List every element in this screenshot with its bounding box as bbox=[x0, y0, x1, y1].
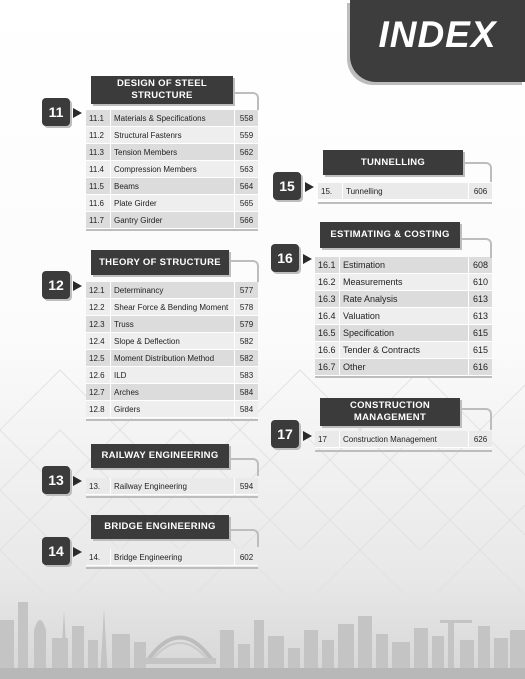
section-16-title-line-1: ESTIMATING & COSTING bbox=[330, 229, 450, 241]
item-title: Valuation bbox=[339, 308, 468, 324]
list-item[interactable] bbox=[86, 333, 258, 350]
item-number: 12.1 bbox=[89, 285, 105, 295]
list-item[interactable] bbox=[86, 478, 258, 495]
item-title: Construction Management bbox=[339, 431, 468, 447]
list-item[interactable] bbox=[86, 282, 258, 299]
item-number: 12.3 bbox=[89, 319, 105, 329]
item-page: 566 bbox=[234, 212, 258, 228]
item-page: 584 bbox=[234, 384, 258, 400]
section-14-underline bbox=[86, 567, 258, 569]
item-number: 15. bbox=[321, 186, 333, 196]
item-page: 564 bbox=[234, 178, 258, 194]
item-title: Specification bbox=[339, 325, 468, 341]
section-12-underline bbox=[86, 419, 258, 421]
item-number: 16.3 bbox=[318, 294, 336, 304]
list-item[interactable] bbox=[86, 299, 258, 316]
list-item[interactable] bbox=[86, 144, 258, 161]
section-11-number: 11 bbox=[42, 98, 70, 126]
list-item[interactable] bbox=[86, 212, 258, 229]
section-13-number: 13 bbox=[42, 466, 70, 494]
item-page: 563 bbox=[234, 161, 258, 177]
item-page: 582 bbox=[234, 350, 258, 366]
section-17-title-line-2: MANAGEMENT bbox=[353, 412, 427, 423]
item-title: Determinancy bbox=[110, 282, 234, 298]
item-page: 579 bbox=[234, 316, 258, 332]
item-page: 613 bbox=[468, 308, 492, 324]
item-number: 11.1 bbox=[89, 113, 104, 123]
item-title: Slope & Deflection bbox=[110, 333, 234, 349]
section-15-title-line-1: TUNNELLING bbox=[360, 156, 426, 168]
list-item[interactable] bbox=[315, 257, 492, 274]
item-number: 12.8 bbox=[89, 404, 105, 414]
list-item[interactable] bbox=[86, 350, 258, 367]
section-12-title bbox=[91, 250, 229, 275]
item-number: 12.4 bbox=[89, 336, 105, 346]
item-page: 616 bbox=[468, 359, 492, 375]
item-number: 11.3 bbox=[89, 147, 104, 157]
item-page: 610 bbox=[468, 274, 492, 290]
item-title: Plate Girder bbox=[110, 195, 234, 211]
item-number: 16.6 bbox=[318, 345, 336, 355]
item-number: 16.7 bbox=[318, 362, 336, 372]
item-title: Tender & Contracts bbox=[339, 342, 468, 358]
item-title: Tunnelling bbox=[342, 183, 468, 199]
item-number: 17 bbox=[318, 434, 327, 444]
list-item[interactable] bbox=[315, 342, 492, 359]
section-14-number: 14 bbox=[42, 537, 70, 565]
item-title: Arches bbox=[110, 384, 234, 400]
item-title: Shear Force & Bending Moment bbox=[110, 299, 234, 315]
list-item[interactable] bbox=[86, 161, 258, 178]
section-16-underline bbox=[315, 376, 492, 378]
list-item[interactable] bbox=[315, 325, 492, 342]
item-page: 565 bbox=[234, 195, 258, 211]
section-16-number: 16 bbox=[271, 244, 299, 272]
item-number: 11.6 bbox=[89, 198, 104, 208]
section-11-arrow-icon bbox=[73, 108, 82, 118]
section-14-title bbox=[91, 515, 229, 539]
section-13-title-line-1: RAILWAY ENGINEERING bbox=[101, 450, 219, 462]
section-17-title-line-1: CONSTRUCTION bbox=[349, 400, 431, 412]
item-page: 608 bbox=[468, 257, 492, 273]
item-title: Materials & Specifications bbox=[110, 110, 234, 126]
item-page: 615 bbox=[468, 342, 492, 358]
item-title: ILD bbox=[110, 367, 234, 383]
section-15-list bbox=[318, 183, 492, 200]
city-skyline-illustration bbox=[0, 590, 525, 679]
item-title: Girders bbox=[110, 401, 234, 417]
item-title: Estimation bbox=[339, 257, 468, 273]
list-item[interactable] bbox=[86, 549, 258, 566]
item-number: 12.5 bbox=[89, 353, 105, 363]
list-item[interactable] bbox=[86, 384, 258, 401]
item-page: 583 bbox=[234, 367, 258, 383]
item-number: 12.7 bbox=[89, 387, 105, 397]
item-number: 16.1 bbox=[318, 260, 336, 270]
section-12-number: 12 bbox=[42, 271, 70, 299]
item-title: Compression Members bbox=[110, 161, 234, 177]
item-title: Gantry Girder bbox=[110, 212, 234, 228]
item-page: 606 bbox=[468, 183, 492, 199]
list-item[interactable] bbox=[86, 401, 258, 418]
item-number: 12.2 bbox=[89, 302, 105, 312]
item-number: 14. bbox=[89, 552, 101, 562]
list-item[interactable] bbox=[315, 431, 492, 448]
list-item[interactable] bbox=[315, 291, 492, 308]
list-item[interactable] bbox=[86, 110, 258, 127]
list-item[interactable] bbox=[86, 195, 258, 212]
section-17-list bbox=[315, 431, 492, 448]
item-number: 11.4 bbox=[89, 164, 104, 174]
section-11-underline bbox=[86, 229, 258, 231]
list-item[interactable] bbox=[315, 359, 492, 376]
item-page: 577 bbox=[234, 282, 258, 298]
item-title: Beams bbox=[110, 178, 234, 194]
section-11-list bbox=[86, 110, 258, 229]
item-page: 559 bbox=[234, 127, 258, 143]
item-title: Truss bbox=[110, 316, 234, 332]
item-page: 615 bbox=[468, 325, 492, 341]
item-number: 16.4 bbox=[318, 311, 336, 321]
section-17-underline bbox=[315, 450, 492, 452]
list-item[interactable] bbox=[86, 367, 258, 384]
section-12-title-line-1: THEORY OF STRUCTURE bbox=[99, 256, 221, 268]
section-17-number: 17 bbox=[271, 420, 299, 448]
section-12-list bbox=[86, 282, 258, 418]
list-item[interactable] bbox=[315, 308, 492, 325]
item-number: 11.2 bbox=[89, 130, 104, 140]
section-11-title bbox=[91, 76, 233, 104]
section-17-title bbox=[320, 398, 460, 426]
section-11-title-line-1: DESIGN OF STEEL bbox=[116, 78, 207, 90]
section-15-arrow-icon bbox=[305, 182, 314, 192]
section-11-title-line-2: STRUCTURE bbox=[131, 90, 193, 101]
list-item[interactable] bbox=[86, 178, 258, 195]
item-number: 16.5 bbox=[318, 328, 336, 338]
item-page: 584 bbox=[234, 401, 258, 417]
section-15-number: 15 bbox=[273, 172, 301, 200]
item-number: 16.2 bbox=[318, 277, 336, 287]
item-title: Bridge Engineering bbox=[110, 549, 234, 565]
item-title: Tension Members bbox=[110, 144, 234, 160]
list-item[interactable] bbox=[315, 274, 492, 291]
section-13-underline bbox=[86, 496, 258, 498]
item-title: Other bbox=[339, 359, 468, 375]
section-14-arrow-icon bbox=[73, 547, 82, 557]
list-item[interactable] bbox=[318, 183, 492, 200]
section-16-arrow-icon bbox=[303, 254, 312, 264]
section-13-arrow-icon bbox=[73, 476, 82, 486]
item-title: Rate Analysis bbox=[339, 291, 468, 307]
item-page: 578 bbox=[234, 299, 258, 315]
section-15-underline bbox=[318, 202, 492, 204]
item-page: 602 bbox=[234, 549, 258, 565]
item-title: Measurements bbox=[339, 274, 468, 290]
item-page: 582 bbox=[234, 333, 258, 349]
list-item[interactable] bbox=[86, 127, 258, 144]
item-title: Structural Fastenrs bbox=[110, 127, 234, 143]
page-title: INDEX bbox=[378, 14, 497, 55]
list-item[interactable] bbox=[86, 316, 258, 333]
item-number: 11.5 bbox=[89, 181, 104, 191]
item-number: 13. bbox=[89, 481, 101, 491]
section-13-title bbox=[91, 444, 229, 468]
item-number: 12.6 bbox=[89, 370, 105, 380]
section-13-list bbox=[86, 478, 258, 495]
item-title: Railway Engineering bbox=[110, 478, 234, 494]
section-16-list bbox=[315, 257, 492, 376]
section-15-title bbox=[323, 150, 463, 175]
item-page: 558 bbox=[234, 110, 258, 126]
section-14-list bbox=[86, 549, 258, 566]
section-12-arrow-icon bbox=[73, 281, 82, 291]
item-number: 11.7 bbox=[89, 215, 104, 225]
item-page: 594 bbox=[234, 478, 258, 494]
section-14-title-line-1: BRIDGE ENGINEERING bbox=[104, 521, 216, 533]
item-page: 562 bbox=[234, 144, 258, 160]
item-page: 626 bbox=[468, 431, 492, 447]
item-title: Moment Distribution Method bbox=[110, 350, 234, 366]
section-17-arrow-icon bbox=[303, 431, 312, 441]
section-16-title bbox=[320, 222, 460, 248]
item-page: 613 bbox=[468, 291, 492, 307]
